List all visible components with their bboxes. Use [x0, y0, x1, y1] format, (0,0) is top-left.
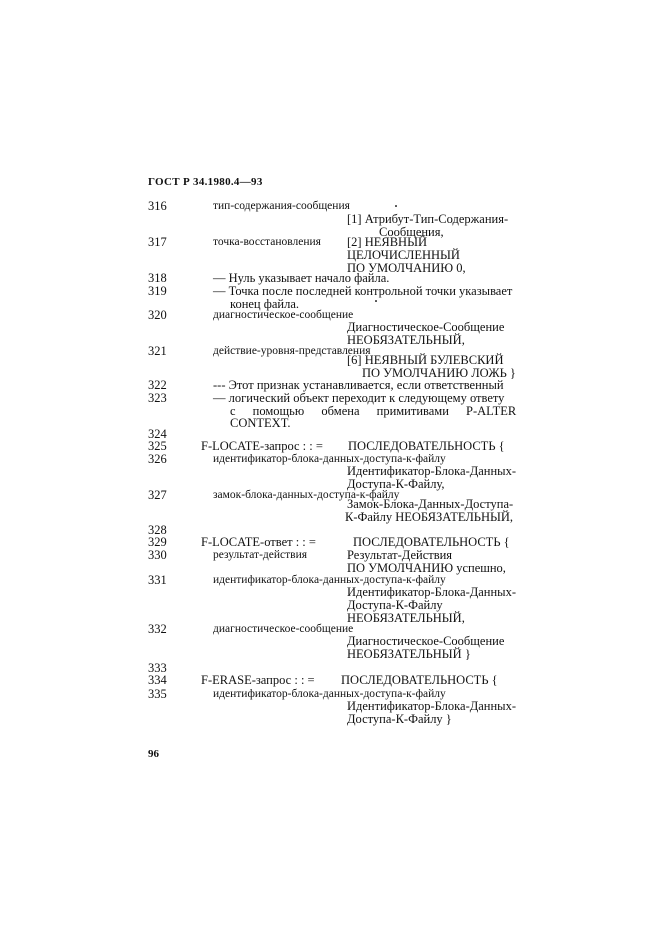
field-type-cont: ПО УМОЛЧАНИЮ ЛОЖЬ }: [362, 366, 516, 380]
page-header: ГОСТ Р 34.1980.4—93: [148, 176, 263, 188]
line-number: 329: [148, 535, 167, 549]
line-number: 316: [148, 199, 167, 213]
field-type: Диагностическое-Сообщение: [347, 634, 505, 648]
definition-type: ПОСЛЕДОВАТЕЛЬНОСТЬ {: [353, 535, 510, 549]
field-name: идентификатор-блока-данных-доступа-к-файлу: [213, 688, 446, 700]
comment-text: --- Этот признак устанавливается, если ответственный: [213, 378, 504, 392]
comment-text-cont: с помощью обмена примитивами P-ALTER: [230, 404, 517, 418]
line-number: 334: [148, 673, 167, 687]
field-type: Идентификатор-Блока-Данных-: [347, 464, 516, 478]
field-name: диагностическое-сообщение: [213, 623, 354, 635]
field-type-cont: НЕОБЯЗАТЕЛЬНЫЙ,: [347, 333, 465, 347]
line-number: 321: [148, 344, 167, 358]
field-type-cont: ПО УМОЛЧАНИЮ 0,: [347, 261, 466, 275]
line-number: 328: [148, 523, 167, 537]
field-type-cont: Доступа-К-Файлу,: [347, 477, 445, 491]
field-name: действие-уровня-представления: [213, 345, 371, 357]
field-type: Идентификатор-Блока-Данных-: [347, 585, 516, 599]
line-number: 323: [148, 391, 167, 405]
definition-name: F-LOCATE-запрос : : =: [201, 439, 323, 453]
line-number: 317: [148, 235, 167, 249]
field-type-cont: Сообщения,: [379, 225, 444, 239]
field-name: тип-содержания-сообщения: [213, 200, 350, 212]
comment-text-cont: CONTEXT.: [230, 416, 291, 430]
field-name: диагностическое-сообщение: [213, 309, 354, 321]
field-name: идентификатор-блока-данных-доступа-к-файлу: [213, 574, 446, 586]
comment-text: — Точка после последней контрольной точки указывает: [213, 284, 513, 298]
field-type-cont: К-Файлу НЕОБЯЗАТЕЛЬНЫЙ,: [345, 510, 514, 524]
line-number: 322: [148, 378, 167, 392]
line-number: 335: [148, 687, 167, 701]
field-type-cont: Доступа-К-Файлу }: [347, 712, 452, 726]
field-name: результат-действия: [213, 549, 308, 561]
field-type: [6] НЕЯВНЫЙ БУЛЕВСКИЙ: [347, 353, 504, 367]
definition-name: F-LOCATE-ответ : : =: [201, 535, 316, 549]
field-type-cont: НЕОБЯЗАТЕЛЬНЫЙ,: [347, 611, 465, 625]
line-number: 318: [148, 271, 167, 285]
definition-type: ПОСЛЕДОВАТЕЛЬНОСТЬ {: [341, 673, 498, 687]
field-type: Результат-Действия: [347, 548, 453, 562]
line-number: 327: [148, 488, 167, 502]
line-number: 325: [148, 439, 167, 453]
field-type: Замок-Блока-Данных-Доступа-: [347, 497, 514, 511]
definition-type: ПОСЛЕДОВАТЕЛЬНОСТЬ {: [348, 439, 505, 453]
separator-dot: [395, 205, 397, 207]
comment-text-cont: конец файла.: [230, 297, 299, 311]
line-number: 320: [148, 308, 167, 322]
field-type: Диагностическое-Сообщение: [347, 320, 505, 334]
comment-text: — Нуль указывает начало файла.: [213, 271, 390, 285]
definition-name: F-ERASE-запрос : : =: [201, 673, 315, 687]
line-number: 324: [148, 427, 167, 441]
field-type-cont: ЦЕЛОЧИСЛЕННЫЙ: [347, 248, 460, 262]
field-name: точка-восстановления: [213, 236, 321, 248]
page-number: 96: [148, 748, 159, 760]
line-number: 332: [148, 622, 167, 636]
line-number: 319: [148, 284, 167, 298]
field-type-cont: ПО УМОЛЧАНИЮ успешно,: [347, 561, 506, 575]
separator-dot: [375, 300, 377, 302]
line-number: 326: [148, 452, 167, 466]
field-name: замок-блока-данных-доступа-к-файлу: [213, 489, 400, 501]
field-name: идентификатор-блока-данных-доступа-к-файлу: [213, 453, 446, 465]
line-number: 330: [148, 548, 167, 562]
field-type: [2] НЕЯВНЫЙ: [347, 235, 427, 249]
field-type-cont: НЕОБЯЗАТЕЛЬНЫЙ }: [347, 647, 471, 661]
field-type: Идентификатор-Блока-Данных-: [347, 699, 516, 713]
field-type-cont: Доступа-К-Файлу: [347, 598, 443, 612]
line-number: 333: [148, 661, 167, 675]
field-type: [1] Атрибут-Тип-Содержания-: [347, 212, 509, 226]
comment-text: — логический объект переходит к следующему ответу: [213, 391, 505, 405]
line-number: 331: [148, 573, 167, 587]
